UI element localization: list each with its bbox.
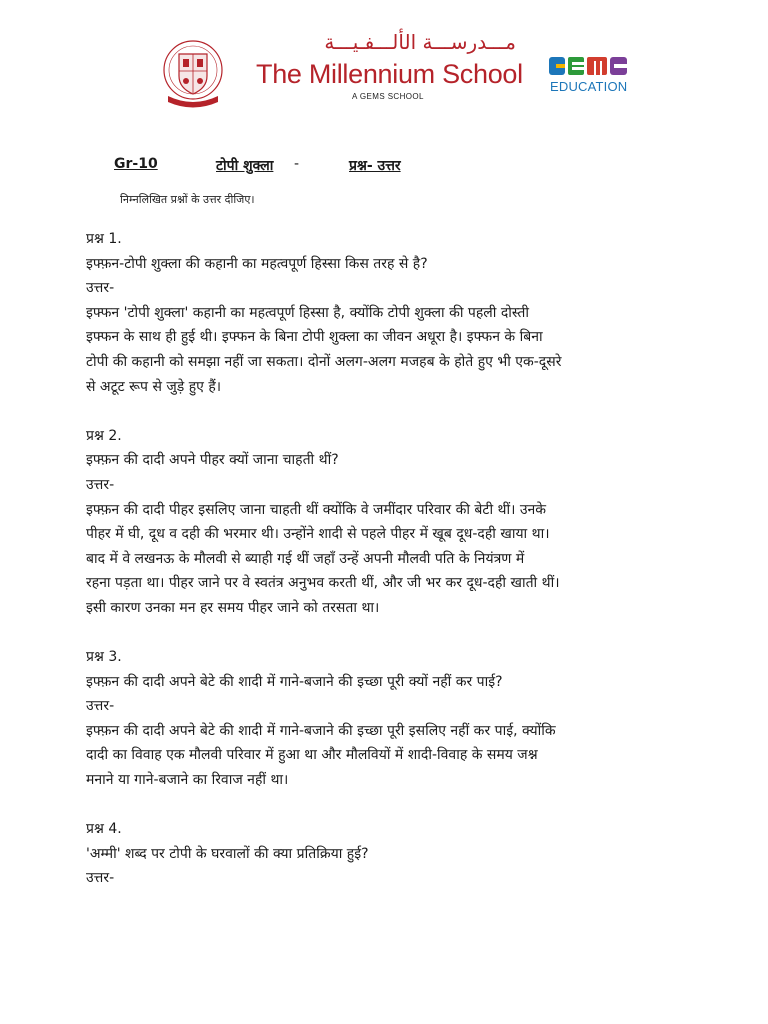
- answer-line: दादी का विवाह एक मौलवी परिवार में हुआ था और मौलवियों में शादी-विवाह के समय जश्न: [86, 747, 538, 764]
- question-label: प्रश्न 2.: [86, 427, 122, 444]
- answer-line: से अटूट रूप से जुड़े हुए हैं।: [86, 378, 222, 395]
- chapter-title: टोपी शुक्ला: [216, 158, 274, 174]
- qa-heading: प्रश्न- उत्तर: [349, 158, 401, 174]
- answer-line: इफ्फ़न की दादी अपने बेटे की शादी में गाने-बजाने की इच्छा पूरी इसलिए नहीं कर पाई, क्योंकि: [86, 722, 556, 739]
- answer-line: इसी कारण उनका मन हर समय पीहर जाने को तरसता था।: [86, 599, 380, 616]
- answer-line: रहना पड़ता था। पीहर जाने पर वे स्वतंत्र अनुभव करती थीं, और जी भर कर दूध-दही खाती थीं।: [86, 575, 560, 592]
- instruction-text: निम्नलिखित प्रश्नों के उत्तर दीजिए।: [120, 193, 255, 206]
- answer-label: उत्तर-: [86, 870, 115, 887]
- question-text: 'अम्मी' शब्द पर टोपी के घरवालों की क्या प्रतिक्रिया हुई?: [86, 845, 369, 862]
- answer-label: उत्तर-: [86, 476, 115, 493]
- question-list: [86, 227, 686, 891]
- answer-label: उत्तर-: [86, 280, 115, 297]
- gems-education-text: EDUCATION: [550, 79, 628, 94]
- letterhead: [0, 0, 768, 120]
- question-label: प्रश्न 3.: [86, 649, 122, 666]
- document-title: [0, 156, 768, 178]
- grade-label: Gr-10: [114, 156, 158, 172]
- answer-line: बाद में वे लखनऊ के मौलवी से ब्याही गई थीं जहाँ उन्हें अपनी मौलवी पति के नियंत्रण में: [86, 550, 525, 567]
- school-name: The Millennium School: [256, 59, 523, 89]
- school-name-arabic: مـــدرســـة الألـــفـيـــة: [324, 30, 516, 54]
- question-text: इफ्फ़न की दादी अपने पीहर क्यों जाना चाहती थीं?: [86, 452, 339, 469]
- title-separator: -: [294, 156, 300, 172]
- answer-line: मनाने या गाने-बजाने का रिवाज नहीं था।: [86, 772, 289, 789]
- question-label: प्रश्न 4.: [86, 821, 122, 838]
- question-text: इफ्फ़न-टोपी शुक्ला की कहानी का महत्वपूर्ण हिस्सा किस तरह से है?: [86, 255, 428, 272]
- school-subtitle: A GEMS SCHOOL: [352, 92, 424, 101]
- question-label: प्रश्न 1.: [86, 231, 122, 247]
- answer-line: इफ्फ़न की दादी पीहर इसलिए जाना चाहती थीं क्योंकि वे जमींदार परिवार की बेटी थीं। उनके: [86, 501, 547, 518]
- school-crest-icon: [162, 38, 224, 110]
- answer-label: उत्तर-: [86, 698, 115, 715]
- gems-logo-icon: [549, 55, 627, 77]
- answer-line: इफ्फन 'टोपी शुक्ला' कहानी का महत्वपूर्ण हिस्सा है, क्योंकि टोपी शुक्ला की पहली दोस्ती: [86, 304, 529, 321]
- answer-line: इफ्फन के साथ ही हुई थी। इफ्फन के बिना टोपी शुक्ला का जीवन अधूरा है। इफ्फन के बिना: [86, 329, 543, 346]
- answer-line: टोपी की कहानी को समझा नहीं जा सकता। दोनों अलग-अलग मजहब के होते हुए भी एक-दूसरे: [86, 353, 562, 370]
- question-text: इफ्फ़न की दादी अपने बेटे की शादी में गाने-बजाने की इच्छा पूरी क्यों नहीं कर पाई?: [86, 673, 503, 690]
- answer-line: पीहर में घी, दूध व दही की भरमार थी। उन्होंने शादी से पहले पीहर में खूब दूध-दही खाया था।: [86, 526, 550, 543]
